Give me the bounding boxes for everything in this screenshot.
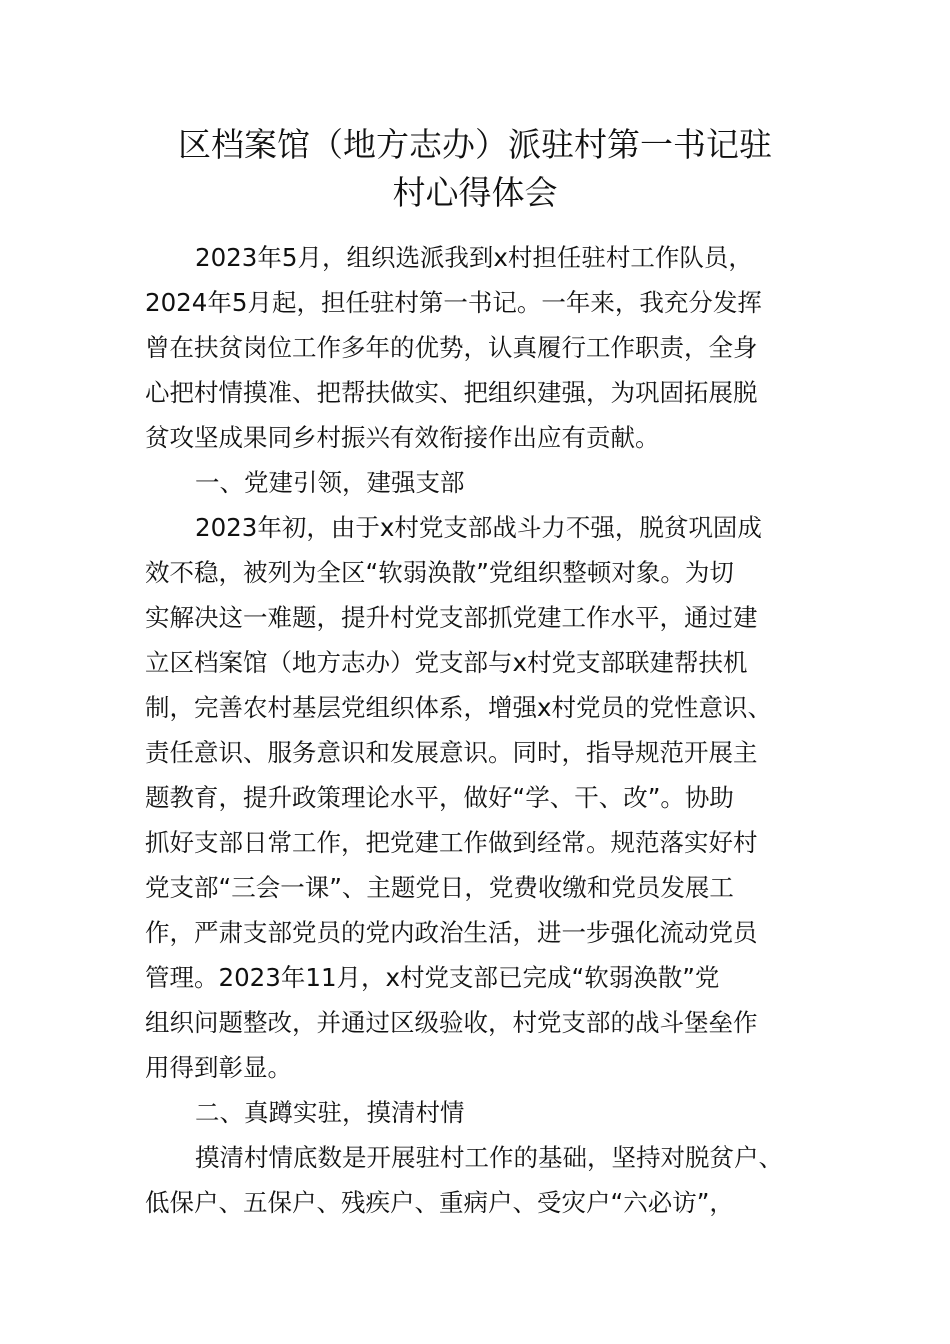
document-title-line-1: 区档案馆（地方志办）派驻村第一书记驻 [178,125,772,164]
document-title-line-2: 村心得体会 [392,173,558,212]
section-heading-2: 二、真蹲实驻，摸清村情 [195,1098,465,1127]
paragraph-1-line-3: 曾在扶贫岗位工作多年的优势，认真履行工作职责，全身 [145,333,758,362]
paragraph-2-line-4: 立区档案馆（地方志办）党支部与x村党支部联建帮扶机 [145,648,748,677]
paragraph-2-line-5: 制，完善农村基层党组织体系，增强x村党员的党性意识、 [145,693,772,722]
paragraph-3-line-1: 摸清村情底数是开展驻村工作的基础，坚持对脱贫户、 [195,1143,783,1172]
paragraph-1-line-2: 2024年5月起，担任驻村第一书记。一年来，我充分发挥 [145,288,762,317]
paragraph-2-line-9: 党支部“三会一课”、主题党日，党费收缴和党员发展工 [145,873,734,902]
paragraph-2-line-1: 2023年初，由于x村党支部战斗力不强，脱贫巩固成 [195,513,762,542]
section-heading-1: 一、党建引领，建强支部 [195,468,465,497]
paragraph-2-line-11: 管理。2023年11月，x村党支部已完成“软弱涣散”党 [145,963,720,992]
paragraph-2-line-10: 作，严肃支部党员的党内政治生活，进一步强化流动党员 [145,918,758,947]
paragraph-2-line-6: 责任意识、服务意识和发展意识。同时，指导规范开展主 [145,738,758,767]
paragraph-2-line-2: 效不稳，被列为全区“软弱涣散”党组织整顿对象。为切 [145,558,734,587]
paragraph-1-line-1: 2023年5月，组织选派我到x村担任驻村工作队员， [195,243,753,272]
paragraph-1-line-4: 心把村情摸准、把帮扶做实、把组织建强，为巩固拓展脱 [145,378,758,407]
paragraph-2-line-8: 抓好支部日常工作，把党建工作做到经常。规范落实好村 [145,828,758,857]
paragraph-2-line-7: 题教育，提升政策理论水平，做好“学、干、改”。协助 [145,783,734,812]
paragraph-1-line-5: 贫攻坚成果同乡村振兴有效衔接作出应有贡献。 [145,423,660,452]
paragraph-2-line-3: 实解决这一难题，提升村党支部抓党建工作水平，通过建 [145,603,758,632]
paragraph-2-line-12: 组织问题整改，并通过区级验收，村党支部的战斗堡垒作 [145,1008,758,1037]
paragraph-2-line-13: 用得到彰显。 [145,1053,292,1082]
paragraph-3-line-2: 低保户、五保户、残疾户、重病户、受灾户“六必访”， [145,1188,734,1217]
